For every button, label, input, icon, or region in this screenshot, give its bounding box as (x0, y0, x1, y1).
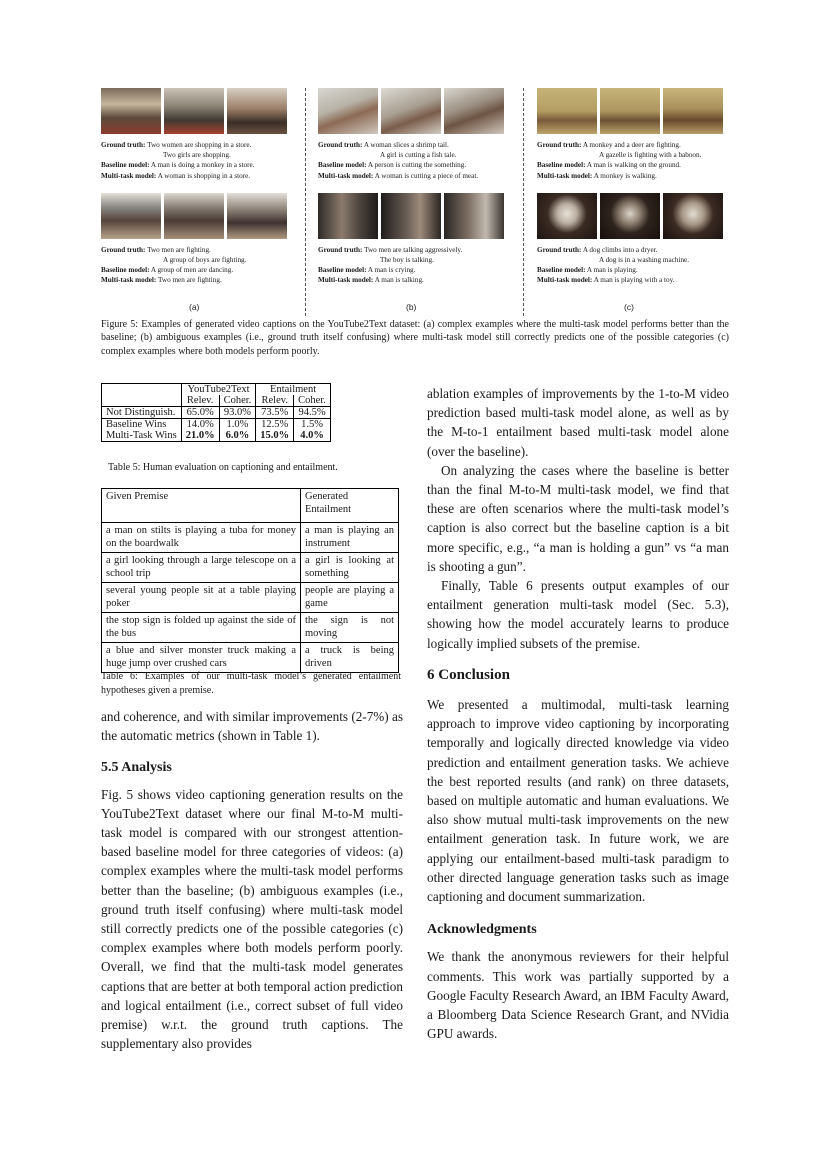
table-row: a girl looking through a large telescope on a school trip a girl is looking at something (102, 553, 399, 583)
table-header: Coher. (294, 395, 331, 407)
video-frame (537, 193, 597, 239)
table-6-caption: Table 6: Examples of our multi-task model’s generated entailment hypotheses given a premise. (101, 671, 401, 696)
paragraph: Fig. 5 shows video captioning generation results on the YouTube2Text dataset where our final M-to-M multi-task model is compared with our strongest attention-based baseline model for three categories of videos: (a) complex examples where the multi-task model performs better than the baseline; (b) ambiguous examples (i.e., ground truth itself confusing) where multi-task model still correctly predicts one of the possible categories (c) complex examples where both models perform poorly. Overall, we find that the multi-task model generates captions that are better at both temporal action prediction and logical entailment (i.e., correct subset of full video premise) w.r.t. the ground truth captions. The supplementary also provides (101, 786, 403, 1052)
video-frame (444, 193, 504, 239)
video-frame (444, 88, 504, 134)
panel-divider (523, 88, 524, 316)
table-header: Entailment (256, 384, 331, 396)
table-row: Not Distinguish. 65.0% 93.0% 73.5% 94.5% (102, 407, 331, 419)
table-row: a man on stilts is playing a tuba for money on the boardwalk a man is playing an instrument (102, 523, 399, 553)
paragraph: We presented a multimodal, multi-task learning approach to improve video captioning by incorporating temporally and logically directed knowledge via video prediction and entailment generation tasks. We achieve the best reported results (and rank) on three datasets, based on multiple automatic and human evaluations. We also show mutual multi-task improvements on the new entailment generation task. In future work, we are applying our entailment-based multi-task paradigm to other directed language generation tasks such as image captioning and document summarization. (427, 697, 729, 905)
paragraph: ablation examples of improvements by the 1-to-M video prediction based multi-task model alone, as well as by the M-to-1 entailment based multi-task model alone (over the baseline). (427, 386, 729, 459)
paragraph: On analyzing the cases where the baseline is better than the final M-to-M multi-task model, we find that these are often scenarios where the multi-task model’s caption is also correct but the baseline caption is a bit more specific, e.g., “a man is holding a gun” vs “a man is shooting a gun”. (427, 462, 729, 574)
panel-label-a: (a) (189, 302, 200, 312)
table-row: Multi-Task Wins 21.0% 6.0% 15.0% 4.0% (102, 430, 331, 442)
video-frame (663, 193, 723, 239)
figure-panel-c (537, 88, 751, 313)
video-frame (164, 193, 224, 239)
video-frame (663, 88, 723, 134)
video-frame (164, 88, 224, 134)
table-row: the stop sign is folded up against the side of the bus the sign is not moving (102, 613, 399, 643)
video-frame (318, 88, 378, 134)
paragraph: Finally, Table 6 presents output examples of our entailment generation multi-task model (Sec. 5.3), showing how the model accurately learns to produce logically implied subsets of the premise. (427, 578, 729, 651)
video-frames (537, 88, 751, 134)
video-frame (101, 193, 161, 239)
caption-block: Ground truth: Two women are shopping in a store. Two girls are shopping. Baseline model: A man is doing a monkey in a store. Multi-task model: A woman is shopping in a store. (101, 141, 255, 180)
video-frame (381, 193, 441, 239)
caption-block: Ground truth: Two men are fighting. A group of boys are fighting. Baseline model: A group of men are dancing. Multi-task model: Two men are fighting. (101, 245, 247, 285)
panel-divider (305, 88, 306, 316)
table-5-caption: Table 5: Human evaluation on captioning and entailment. (108, 462, 338, 473)
video-frame (318, 193, 378, 239)
caption-block: Ground truth: A woman slices a shrimp tail. A girl is cutting a fish tale. Baseline model: A person is cutting the something. Multi-task model: A woman is cutting a piece of meat. (318, 141, 479, 180)
video-frames (318, 193, 532, 239)
figure-panel-a (101, 88, 315, 313)
table-6 (101, 488, 399, 673)
left-column (101, 707, 403, 1053)
table-row: several young people sit at a table playing poker people are playing a game (102, 583, 399, 613)
video-frames (537, 193, 751, 239)
video-frame (101, 88, 161, 134)
video-frames (101, 193, 315, 239)
caption-block: Ground truth: A monkey and a deer are fighting. A gazelle is fighting with a baboon. Baseline model: A man is walking on the ground. Multi-task model: A monkey is walking. (537, 141, 702, 180)
video-frames (318, 88, 532, 134)
table-header: Generated Entailment (301, 489, 399, 523)
table-header: YouTube2Text (181, 384, 256, 396)
panel-label-c: (c) (624, 302, 634, 312)
caption-block: Ground truth: A dog climbs into a dryer. A dog is in a washing machine. Baseline model: A man is playing. Multi-task model: A man is playing with a toy. (537, 245, 690, 285)
video-frame (600, 193, 660, 239)
table-header: Relev. (256, 395, 294, 407)
video-frame (600, 88, 660, 134)
video-frame (227, 88, 287, 134)
video-frame (537, 88, 597, 134)
panel-label-b: (b) (406, 302, 417, 312)
figure-panel-b (318, 88, 532, 313)
table-header: Coher. (219, 395, 256, 407)
table-header: Given Premise (102, 489, 301, 523)
video-frame (227, 193, 287, 239)
acknowledgments-heading: Acknowledgments (427, 922, 537, 938)
table-row: Baseline Wins 14.0% 1.0% 12.5% 1.5% (102, 419, 331, 431)
video-frame (381, 88, 441, 134)
table-header: Relev. (181, 395, 219, 407)
caption-block: Ground truth: Two men are talking aggressively. The boy is talking. Baseline model: A man is crying. Multi-task model: A man is talking. (318, 245, 463, 285)
video-frames (101, 88, 315, 134)
paragraph: We thank the anonymous reviewers for their helpful comments. This work was partially supported by a Google Faculty Research Award, an IBM Faculty Award, a Bloomberg Data Science Research Grant, and NVidia GPU awards. (427, 949, 729, 1042)
table-row: a blue and silver monster truck making a huge jump over crushed cars a truck is being driven (102, 643, 399, 673)
paragraph: and coherence, and with similar improvements (2-7%) as the automatic metrics (shown in Table 1). (101, 709, 403, 744)
figure-caption: Figure 5: Examples of generated video captions on the YouTube2Text dataset: (a) complex examples where the multi-task model performs better than the baseline; (b) ambiguous examples (i.e., ground truth itself confusing) where multi-task model still correctly predicts one of the possible categories (c) complex examples where both models perform poorly. (101, 319, 729, 357)
section-heading-6: 6 Conclusion (427, 666, 510, 683)
section-heading-5-5: 5.5 Analysis (101, 760, 172, 776)
table-5 (101, 383, 331, 442)
right-column (427, 384, 729, 1044)
